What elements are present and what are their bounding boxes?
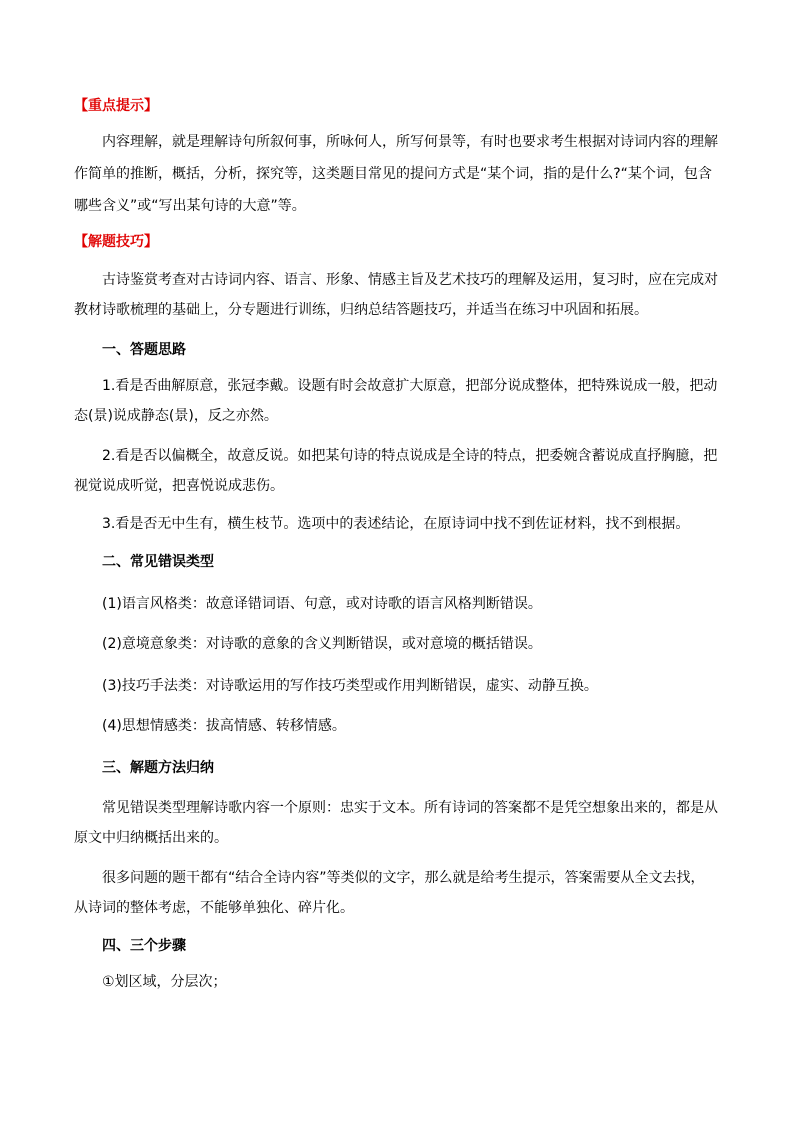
text-line: 视觉说成听觉，把喜悦说成悲伤。 <box>74 478 284 494</box>
section1-item-1 <box>74 370 724 402</box>
section-heading-4: 四、三个步骤 <box>102 938 186 954</box>
text-line: 态(景)说成静态(景)，反之亦然。 <box>74 408 278 424</box>
section3-para-2 <box>74 862 724 894</box>
text-line: 2.看是否以偏概全，故意反说。如把某句诗的特点说成是全诗的特点，把委婉含蓄说成直抒胸臆，把 <box>102 448 718 464</box>
tips-paragraph-cont <box>74 158 724 222</box>
section2-item-4 <box>74 710 724 742</box>
section4-item-1 <box>74 966 724 998</box>
section-heading-1: 一、答题思路 <box>102 342 186 358</box>
section1-item-1-cont <box>74 400 724 432</box>
section2-item-2 <box>74 628 724 660</box>
section-heading-3: 三、解题方法归纳 <box>102 760 214 776</box>
section3-para-1-cont <box>74 822 724 854</box>
section-heading-2: 二、常见错误类型 <box>102 554 214 570</box>
section3-para-1 <box>74 792 724 824</box>
section2-item-3 <box>74 670 724 702</box>
text-line: 常见错误类型理解诗歌内容一个原则：忠实于文本。所有诗词的答案都不是凭空想象出来的，都是从 <box>102 800 718 816</box>
text-line: 内容理解，就是理解诗句所叙何事，所咏何人，所写何景等，有时也要求考生根据对诗词内容的理解 <box>102 134 718 150</box>
text-line: ①划区域，分层次； <box>102 974 227 990</box>
text-line: 3.看是否无中生有，横生枝节。选项中的表述结论，在原诗词中找不到佐证材料，找不到根据。 <box>102 516 690 532</box>
text-line: 作简单的推断，概括，分析，探究等，这类题目常见的提问方式是“某个词，指的是什么?“某个词，包含 <box>74 166 712 182</box>
section1-item-2 <box>74 440 724 472</box>
text-line: 原文中归纳概括出来的。 <box>74 830 228 846</box>
section3-para-2-cont <box>74 892 724 924</box>
text-line: (2)意境意象类：对诗歌的意象的含义判断错误，或对意境的概括错误。 <box>102 636 542 652</box>
text-line: (1)语言风格类：故意译错词语、句意，或对诗歌的语言风格判断错误。 <box>102 596 542 612</box>
text-line: 1.看是否曲解原意，张冠李戴。设题有时会故意扩大原意，把部分说成整体，把特殊说成一般，把动 <box>102 378 718 394</box>
text-line: (3)技巧手法类：对诗歌运用的写作技巧类型或作用判断错误，虚实、动静互换。 <box>102 678 598 694</box>
tips-heading: 【重点提示】 <box>74 98 158 114</box>
text-line: 教材诗歌梳理的基础上，分专题进行训练，归纳总结答题技巧，并适当在练习中巩固和拓展。 <box>74 302 648 318</box>
text-line: 从诗词的整体考虑，不能够单独化、碎片化。 <box>74 900 354 916</box>
text-line: 很多问题的题干都有“结合全诗内容”等类似的文字，那么就是给考生提示，答案需要从全文去找， <box>102 870 705 886</box>
section1-item-3 <box>74 508 724 540</box>
text-line: 古诗鉴赏考查对古诗词内容、语言、形象、情感主旨及艺术技巧的理解及运用，复习时，应在完成对 <box>102 272 718 288</box>
section2-item-1 <box>74 588 724 620</box>
section1-item-2-cont <box>74 470 724 502</box>
text-line: 哪些含义”或“写出某句诗的大意”等。 <box>74 198 306 214</box>
skills-heading: 【解题技巧】 <box>74 234 158 250</box>
tips-paragraph <box>74 126 724 158</box>
skills-paragraph <box>74 264 724 296</box>
skills-paragraph-cont <box>74 294 724 326</box>
text-line: (4)思想情感类：拔高情感、转移情感。 <box>102 718 346 734</box>
